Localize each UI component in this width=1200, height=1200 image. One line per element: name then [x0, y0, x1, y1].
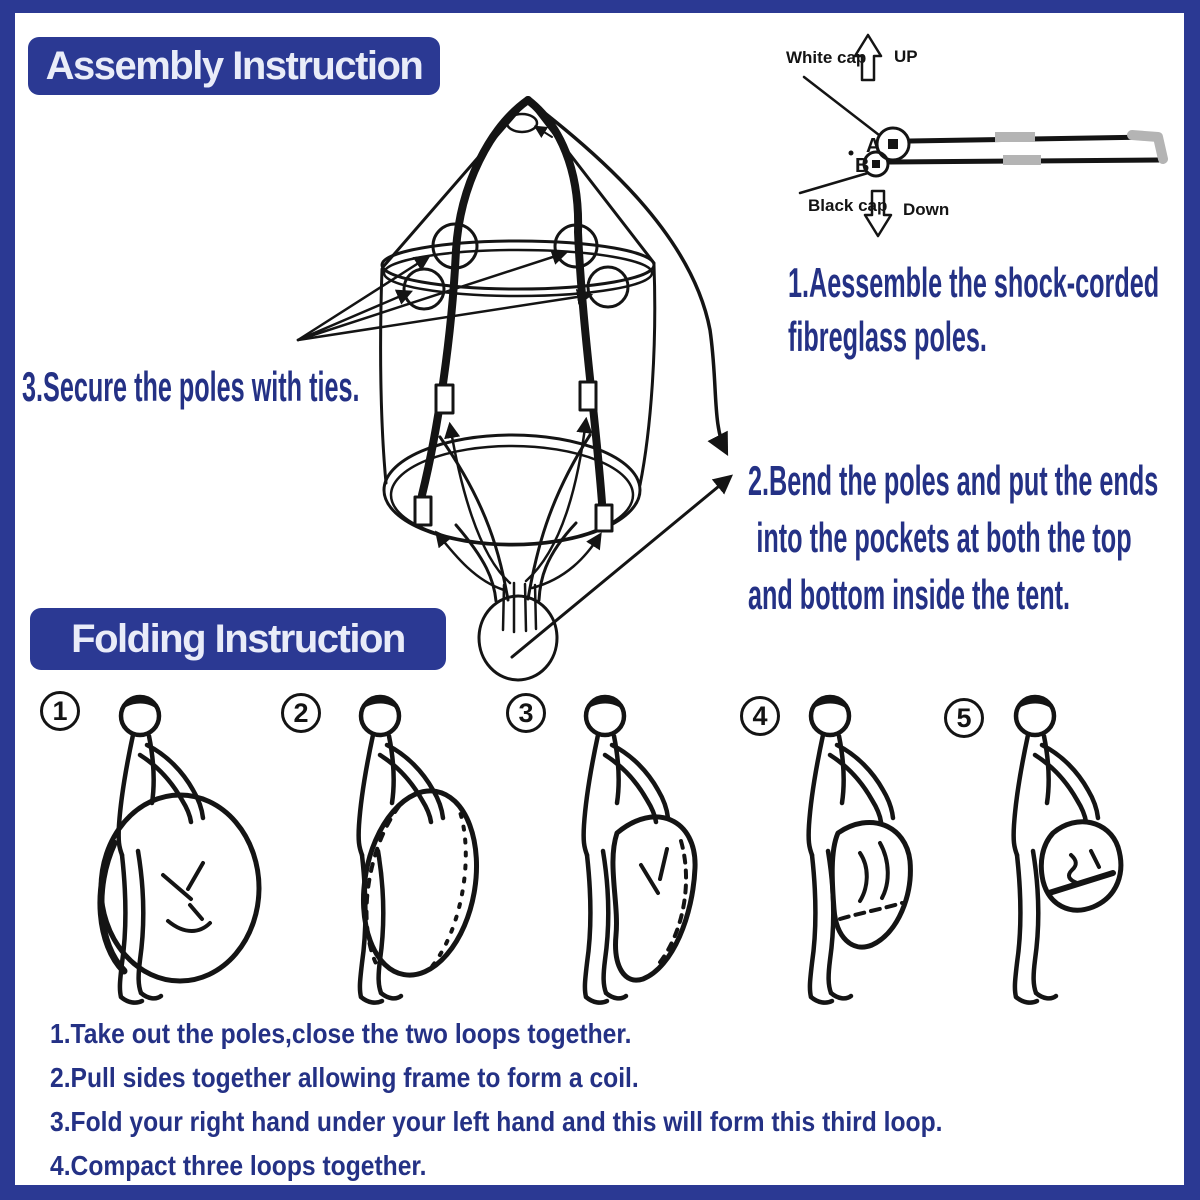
white-cap-tip — [888, 139, 898, 149]
figure-number-5: 5 — [944, 698, 984, 738]
folding-figure-2 — [270, 683, 500, 1013]
folding-step-4: 4.Compact three loops together. — [50, 1150, 427, 1181]
folding-step-3: 3.Fold your right hand under your left hand and this will form this third loop. — [50, 1106, 943, 1137]
folding-figure-5 — [925, 683, 1155, 1013]
figure-number-1: 1 — [40, 691, 80, 731]
white-cap-label: White cap — [786, 48, 867, 67]
folding-figure-4 — [720, 683, 950, 1013]
point-a-label: A — [866, 135, 881, 157]
folding-header-label: Folding Instruction — [71, 616, 405, 661]
assembly-header-label: Assembly Instruction — [45, 43, 423, 88]
tent-wall-left — [381, 269, 386, 483]
pocket-tab-lower-right — [596, 505, 612, 531]
pole-a-connector — [995, 132, 1035, 142]
floor-drape-left — [440, 437, 508, 600]
pocket-tab-lower-left — [415, 497, 431, 525]
pocket-tabs — [415, 382, 612, 531]
tent-pole-right — [528, 100, 602, 503]
assembly-step3-text: 3.Secure the poles with ties. — [22, 363, 360, 410]
upper-ring — [382, 241, 654, 289]
tent-third-loop — [832, 822, 910, 947]
fabric-edge-arrow-to-step2 — [528, 100, 726, 452]
folding-figure-3 — [495, 683, 725, 1013]
tent-coil-forming — [350, 782, 491, 984]
tent-compact-bundle — [1041, 822, 1121, 910]
pocket-tab-upper-right — [580, 382, 596, 410]
white-cap-pointer-line — [804, 77, 879, 135]
assembly-step1-text: 1.Aessemble the shock-corded fibreglass poles. — [788, 259, 1160, 360]
funnel-bottom-loop — [479, 596, 557, 680]
folding-step-1: 1.Take out the poles,close the two loops together. — [50, 1018, 632, 1049]
dot-mark — [849, 151, 854, 156]
black-cap-tip — [872, 160, 880, 168]
folding-step-2: 2.Pull sides together allowing frame to form a coil. — [50, 1062, 639, 1093]
down-label: Down — [903, 200, 950, 219]
tent-droop-fold — [613, 817, 695, 980]
folding-figure-1 — [30, 683, 260, 1013]
figure-number-4: 4 — [740, 696, 780, 736]
pocket-tab-upper-left — [436, 385, 453, 413]
pole-b-connector — [1003, 155, 1041, 165]
figure-number-2: 2 — [281, 693, 321, 733]
tent-wall-right — [640, 265, 655, 485]
point-b-label: B — [855, 155, 870, 177]
folding-instruction-header — [30, 608, 446, 670]
assembly-step2-text: 2.Bend the poles and put the ends into the pockets at both the top and bottom inside the tent. — [748, 457, 1159, 618]
black-cap-label: Black cap — [808, 196, 888, 215]
figure-number-3: 3 — [506, 693, 546, 733]
pole-end-elbow — [1132, 135, 1163, 159]
pole-assembly-diagram — [760, 25, 1180, 240]
up-label: UP — [894, 47, 918, 66]
